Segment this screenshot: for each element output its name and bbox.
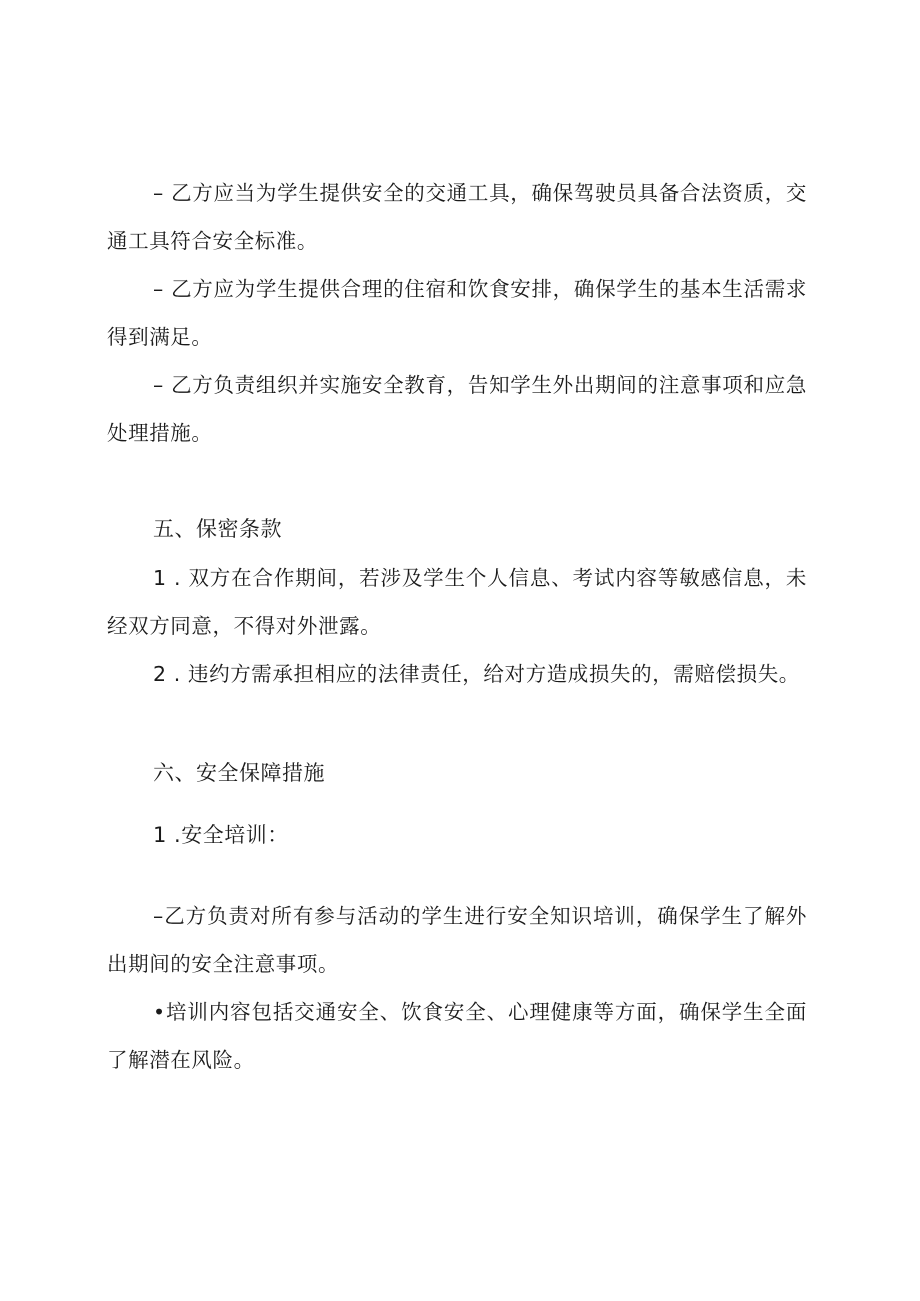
paragraph-accommodation: – 乙方应为学生提供合理的住宿和饮食安排，确保学生的基本生活需求得到满足。 [107, 277, 807, 349]
paragraph-training-1: –乙方负责对所有参与活动的学生进行安全知识培训，确保学生了解外出期间的安全注意事项。 [107, 904, 807, 976]
paragraph-transport: – 乙方应当为学生提供安全的交通工具，确保驾驶员具备合法资质，交通工具符合安全标准。 [107, 181, 807, 253]
section-heading-safety-measures: 六、安全保障措施 [153, 761, 325, 785]
section-heading-confidentiality: 五、保密条款 [153, 517, 282, 541]
paragraph-confidentiality-1: 1 . 双方在合作期间，若涉及学生个人信息、考试内容等敏感信息，未经双方同意，不得对外泄露。 [107, 566, 807, 638]
paragraph-safety-education: – 乙方负责组织并实施安全教育，告知学生外出期间的注意事项和应急处理措施。 [107, 373, 807, 445]
paragraph-confidentiality-2: 2 . 违约方需承担相应的法律责任，给对方造成损失的，需赔偿损失。 [153, 662, 800, 686]
paragraph-training-2: •培训内容包括交通安全、饮食安全、心理健康等方面，确保学生全面了解潜在风险。 [107, 1000, 807, 1072]
subheading-safety-training: 1 .安全培训： [153, 823, 289, 847]
